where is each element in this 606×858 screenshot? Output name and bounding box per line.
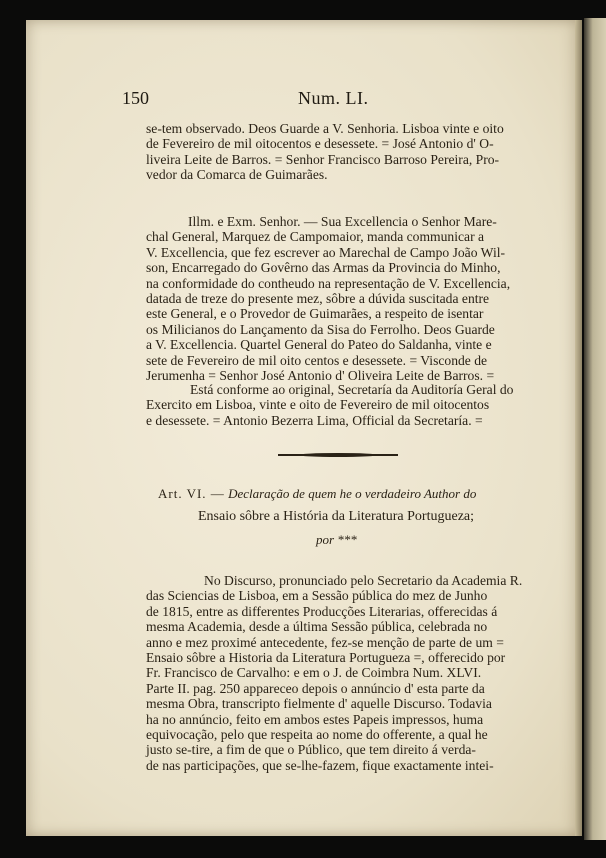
- text-line: vedor da Comarca de Guimarães.: [146, 167, 328, 183]
- adjacent-page-edge: [584, 18, 606, 840]
- text-line: Está conforme ao original, Secretaría da Auditoría Geral do: [190, 382, 514, 397]
- text-line: Exercito em Lisboa, vinte e oito de Fevereiro de mil oitocentos: [146, 397, 490, 413]
- text-line: liveira Leite de Barros. = Senhor Francisco Barroso Pereira, Pro-: [146, 151, 500, 167]
- page-gutter-shadow: [575, 20, 582, 836]
- text-line: de nas participações, que se-lhe-fazem, fique exactamente intei-: [146, 757, 494, 773]
- paragraph-letter-end: [146, 121, 542, 183]
- text-line: No Discurso, pronunciado pelo Secretario da Academia R.: [204, 573, 523, 588]
- text-line: ha no annúncio, feito em ambos estes Papeis impressos, huma: [146, 711, 484, 727]
- text-line: chal General, Marquez de Campomaior, manda communicar a: [146, 229, 485, 245]
- paragraph-article-body: [146, 573, 542, 773]
- text-line: na conformidade do contheudo na representação de V. Excellencia,: [146, 275, 511, 291]
- text-line: de 1815, entre as differentes Producções Literarias, offerecidas á: [146, 603, 498, 619]
- text-line: das Sciencias de Lisboa, em a Sessão pública do mez de Junho: [146, 588, 488, 604]
- paragraph-certification: [146, 382, 542, 428]
- text-line: Parte II. pag. 250 appareceo depois o annúncio d' esta parte da: [146, 680, 485, 696]
- page-number: 150: [122, 88, 149, 108]
- article-title-line2: Ensaio sôbre a História da Literatura Portugueza;: [198, 509, 475, 524]
- article-label: Art. VI. —: [158, 486, 225, 501]
- text-line: Fr. Francisco de Carvalho: e em o J. de Coimbra Num. XLVI.: [146, 665, 482, 681]
- text-line: Ensaio sôbre a Historia da Literatura Portugueza =, offerecido por: [146, 650, 506, 666]
- text-line: equivocação, pelo que respeita ao nome do offerente, a qual he: [146, 727, 488, 743]
- running-head: Num. LI.: [298, 88, 369, 108]
- text-line: se-tem observado. Deos Guarde a V. Senhoria. Lisboa vinte e oito: [146, 121, 504, 136]
- text-line: justo se-tire, a fim de que o Público, que tem direito á verda-: [146, 742, 476, 758]
- text-line: Illm. e Exm. Senhor. — Sua Excellencia o Senhor Mare-: [188, 214, 497, 229]
- article-title: Declaração de quem he o verdadeiro Author do: [228, 486, 477, 501]
- text-line: sete de Fevereiro de mil oito centos e desessete. = Visconde de: [146, 352, 488, 368]
- text-line: datada de treze do presente mez, sôbre a dúvida suscitada entre: [146, 291, 490, 307]
- text-line: a V. Excellencia. Quartel General do Pateo do Saldanha, vinte e: [146, 337, 492, 353]
- text-line: os Milicianos do Lançamento da Sisa do Ferrolho. Deos Guarde: [146, 321, 495, 337]
- section-divider-rule: [278, 454, 398, 456]
- text-line: V. Excellencia, que fez escrever ao Marechal de Campo João Wil-: [146, 244, 506, 260]
- text-line: mesma Academia, desde a última Sessão pública, celebrada no: [146, 619, 488, 635]
- text-line: mesma Obra, transcripto fielmente d' aquelle Discurso. Todavia: [146, 696, 492, 712]
- text-line: este General, e o Provedor de Guimarães, a respeito de isentar: [146, 306, 484, 322]
- article-author: por ***: [316, 532, 357, 547]
- text-line: de Fevereiro de mil oitocentos e desessete. = José Antonio d' O-: [146, 136, 494, 152]
- text-line: son, Encarregado do Govêrno das Armas da Provincia do Minho,: [146, 260, 501, 276]
- paragraph-official-letter: [146, 214, 542, 383]
- text-line: Jerumenha = Senhor José Antonio d' Oliveira Leite de Barros. =: [146, 368, 495, 384]
- article-heading: [158, 486, 476, 502]
- text-line: e desessete. = Antonio Bezerra Lima, Official da Secretaría. =: [146, 412, 483, 428]
- text-line: anno e mez proximé antecedente, fez-se menção de parte de um =: [146, 634, 504, 650]
